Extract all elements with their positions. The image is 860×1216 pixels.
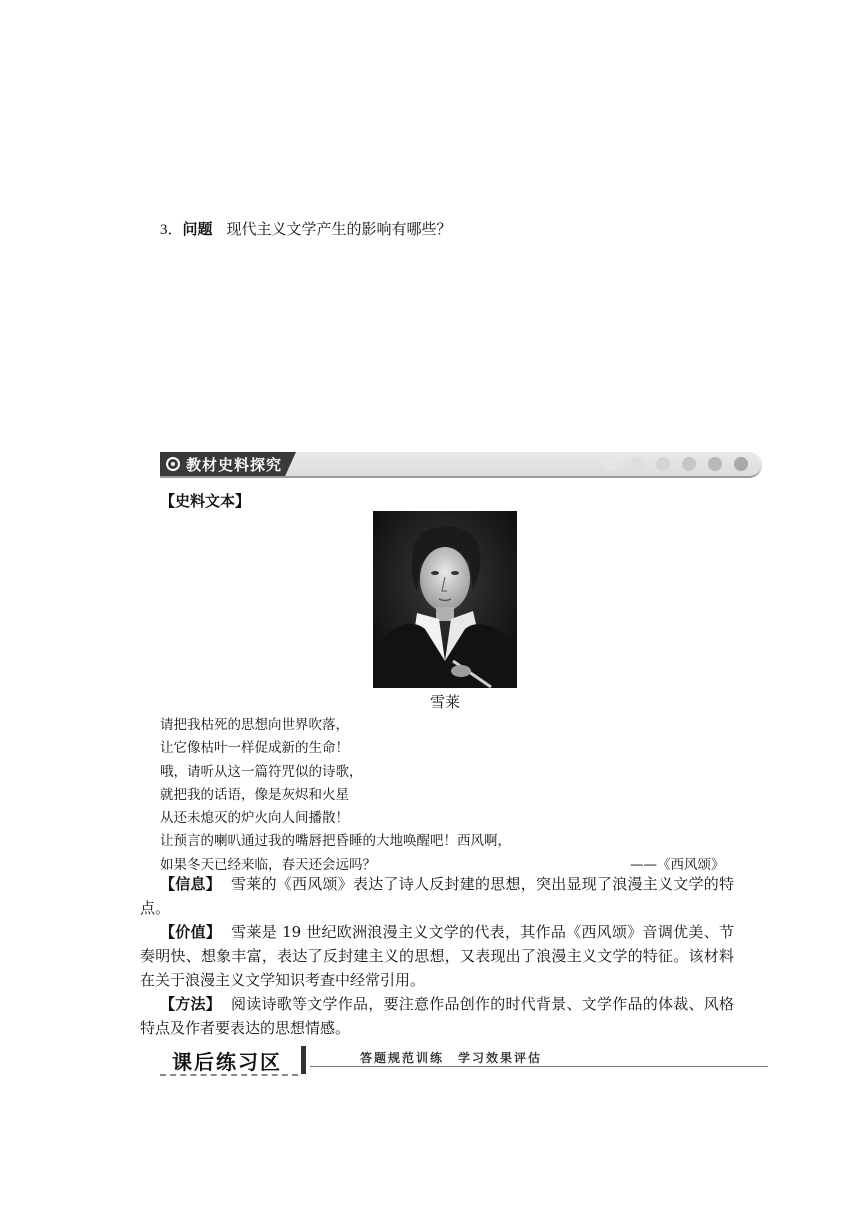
method-paragraph xyxy=(140,992,734,1040)
question-label: 问题 xyxy=(182,220,213,238)
question-text: 现代主义文学产生的影响有哪些？ xyxy=(226,220,452,238)
dot-icon xyxy=(604,457,618,471)
practice-slogan: 答题规范训练 学习效果评估 xyxy=(360,1051,543,1065)
question-3 xyxy=(160,218,452,239)
vertical-divider xyxy=(301,1046,306,1074)
shelley-portrait xyxy=(373,511,517,688)
poem-source: ——《西风颂》 xyxy=(630,856,725,873)
poem-line: 哦，请听从这一篇符咒似的诗歌， xyxy=(160,763,363,780)
value-tag: 【价值】 xyxy=(160,923,222,941)
poem-line: 让它像枯叶一样促成新的生命！ xyxy=(160,740,349,757)
method-tag: 【方法】 xyxy=(160,995,221,1013)
poem-line: 如果冬天已经来临，春天还会远吗？ xyxy=(160,856,376,873)
info-tag: 【信息】 xyxy=(160,875,221,893)
poem-line: 让预言的喇叭通过我的嘴唇把昏睡的大地唤醒吧！西风啊， xyxy=(160,833,511,850)
dot-icon xyxy=(656,457,670,471)
dot-icon xyxy=(708,457,722,471)
practice-title: 课后练习区 xyxy=(172,1050,282,1074)
target-icon xyxy=(166,457,180,471)
decorative-dots xyxy=(604,457,748,471)
poem-line: 就把我的话语，像是灰烬和火星 xyxy=(160,786,349,803)
info-text: 雪莱的《西风颂》表达了诗人反封建的思想，突出显现了浪漫主义文学的特点。 xyxy=(140,875,734,917)
dot-icon xyxy=(630,457,644,471)
dot-icon xyxy=(734,457,748,471)
dot-icon xyxy=(682,457,696,471)
value-paragraph xyxy=(140,920,734,992)
dashed-divider xyxy=(160,1074,298,1076)
method-text: 阅读诗歌等文学作品，要注意作品创作的时代背景、文学作品的体裁、风格特点及作者要表达的思想情感。 xyxy=(140,995,734,1037)
source-text-heading: 【史料文本】 xyxy=(160,492,251,510)
info-paragraph xyxy=(140,872,734,920)
question-number: 3． xyxy=(160,222,183,238)
section-title: 教材史料探究 xyxy=(186,456,283,474)
value-text: 雪莱是 19 世纪欧洲浪漫主义文学的代表，其作品《西风颂》音调优美、节奏明快、想象丰富，表达了反封建主义的思想，又表现出了浪漫主义文学的特征。该材料在关于浪漫主义文学知识考查中经常引用。 xyxy=(140,923,734,989)
portrait-illustration xyxy=(373,511,517,688)
portrait-caption: 雪莱 xyxy=(430,693,461,711)
section-banner xyxy=(160,452,768,478)
poem-line: 请把我枯死的思想向世界吹落， xyxy=(160,717,349,733)
banner-rule xyxy=(310,1066,768,1067)
practice-banner xyxy=(160,1044,768,1078)
poem-excerpt xyxy=(160,714,740,877)
poem-line: 从还未熄灭的炉火向人间播散！ xyxy=(160,810,349,827)
